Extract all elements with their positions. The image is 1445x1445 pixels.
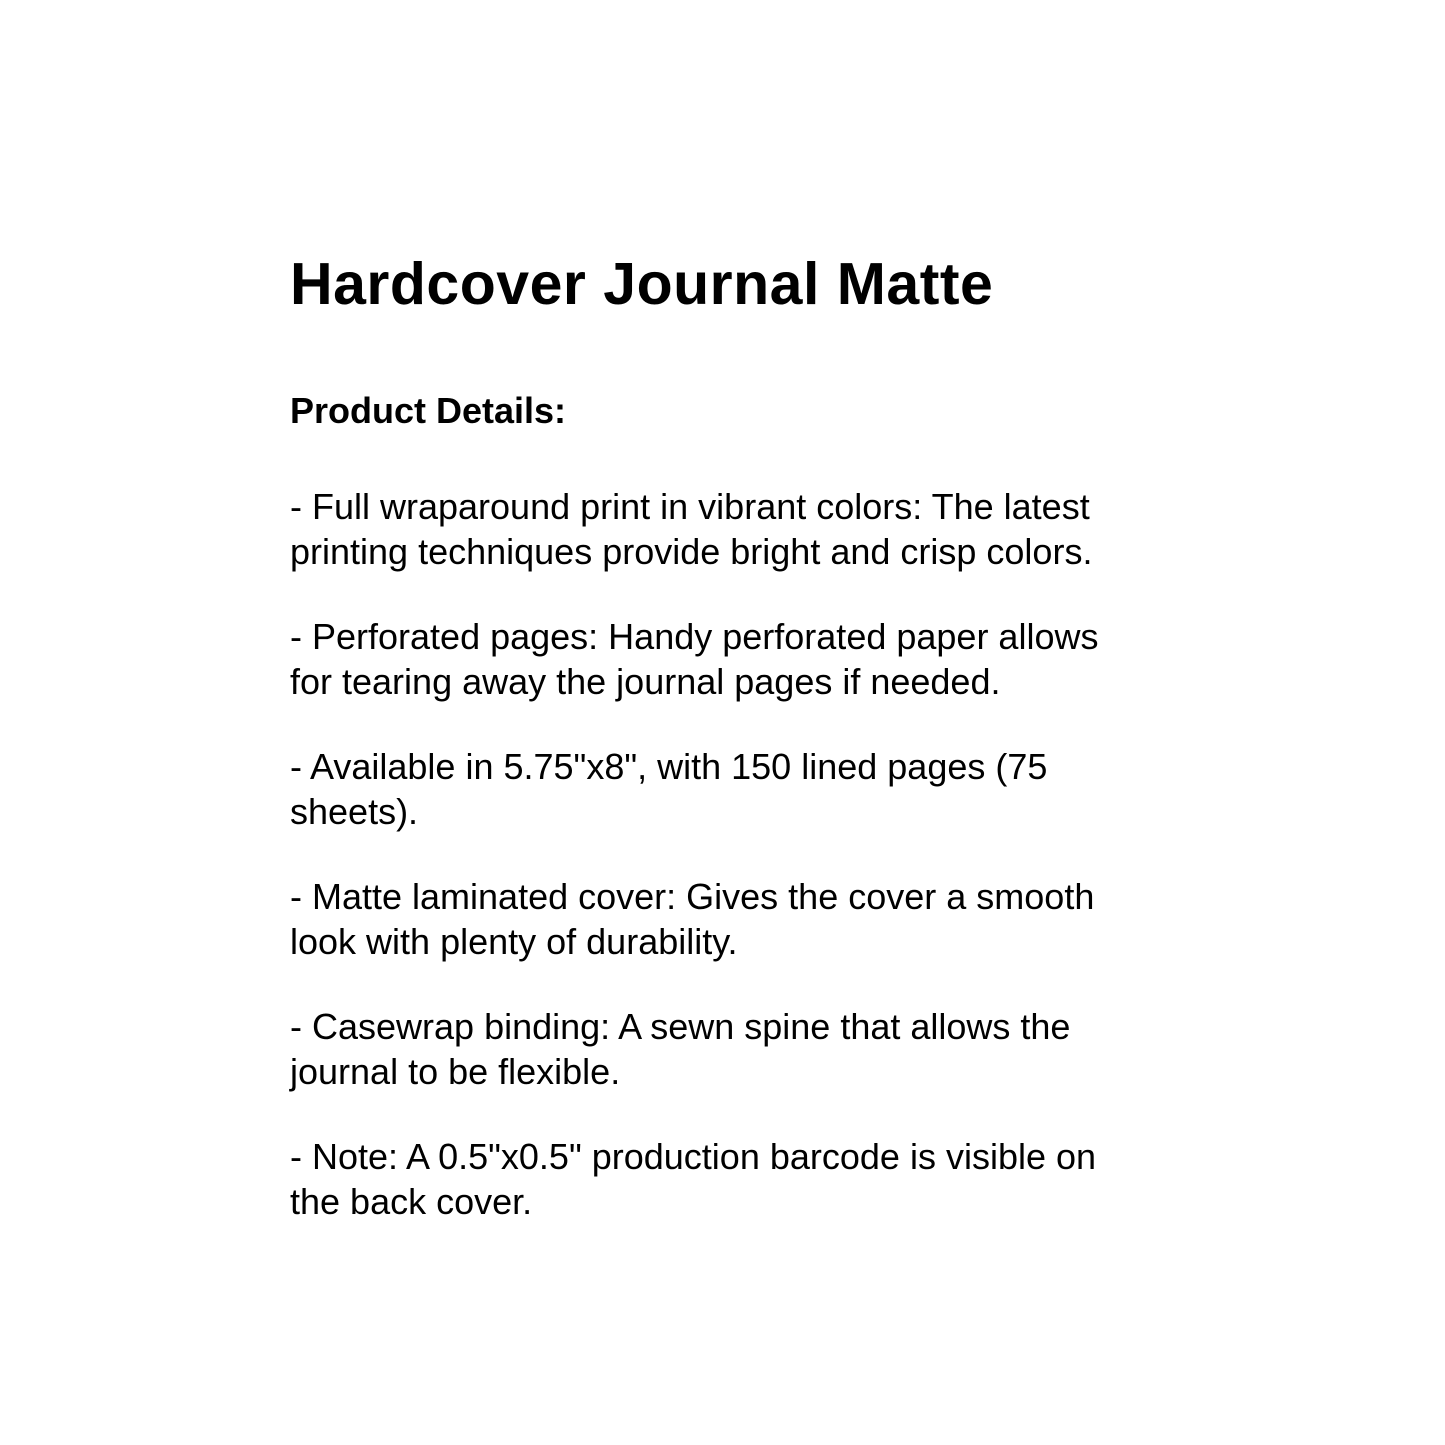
page-title: Hardcover Journal Matte (290, 250, 994, 317)
detail-item-size-pages: - Available in 5.75"x8", with 150 lined pages (75 sheets). (290, 746, 1048, 832)
detail-item-casewrap-binding: - Casewrap binding: A sewn spine that allows the journal to be flexible. (290, 1006, 1071, 1092)
detail-item-matte-cover: - Matte laminated cover: Gives the cover a smooth look with plenty of durability. (290, 876, 1095, 962)
product-details-list (290, 484, 1130, 1264)
detail-item-barcode-note: - Note: A 0.5"x0.5" production barcode is visible on the back cover. (290, 1136, 1097, 1222)
product-details-heading: Product Details: (290, 389, 567, 431)
detail-item-perforated-pages: - Perforated pages: Handy perforated paper allows for tearing away the journal pages if needed. (290, 616, 1099, 702)
detail-item-wraparound-print: - Full wraparound print in vibrant colors: The latest printing techniques provide bright and crisp colors. (290, 486, 1093, 572)
